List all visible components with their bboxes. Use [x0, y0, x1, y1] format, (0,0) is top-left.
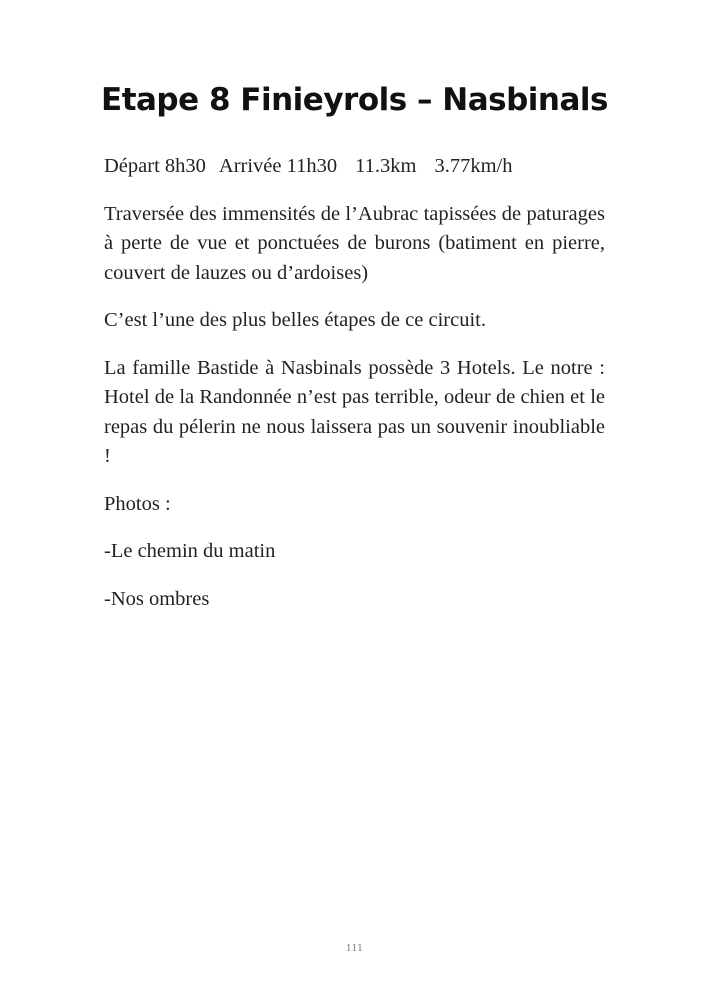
photos-heading: Photos :	[104, 492, 171, 515]
page-title: Etape 8 Finieyrols – Nasbinals	[101, 82, 608, 118]
page-content	[104, 152, 605, 632]
departure-time: Départ 8h30	[104, 155, 206, 177]
description-paragraph: Traversée des immensités de l’Aubrac tapissées de paturages à perte de vue et ponctuées de burons (batiment en pierre, couvert de lauzes ou d’ardoises)	[104, 202, 605, 284]
page-number: 111	[345, 942, 364, 954]
average-speed: 3.77km/h	[434, 155, 513, 177]
highlight-paragraph: C’est l’une des plus belles étapes de ce circuit.	[104, 309, 486, 331]
distance: 11.3km	[355, 155, 417, 177]
stage-stats	[104, 152, 605, 182]
arrival-time: Arrivée 11h30	[218, 155, 338, 177]
hotel-paragraph: La famille Bastide à Nasbinals possède 3 Hotels. Le notre : Hotel de la Randonnée n’est pas terrible, odeur de chien et le repas du pélerin ne nous laissera pas un souvenir inoubliable !	[104, 356, 605, 467]
photo-item: -Nos ombres	[104, 587, 210, 610]
photo-item: -Le chemin du matin	[104, 540, 276, 562]
